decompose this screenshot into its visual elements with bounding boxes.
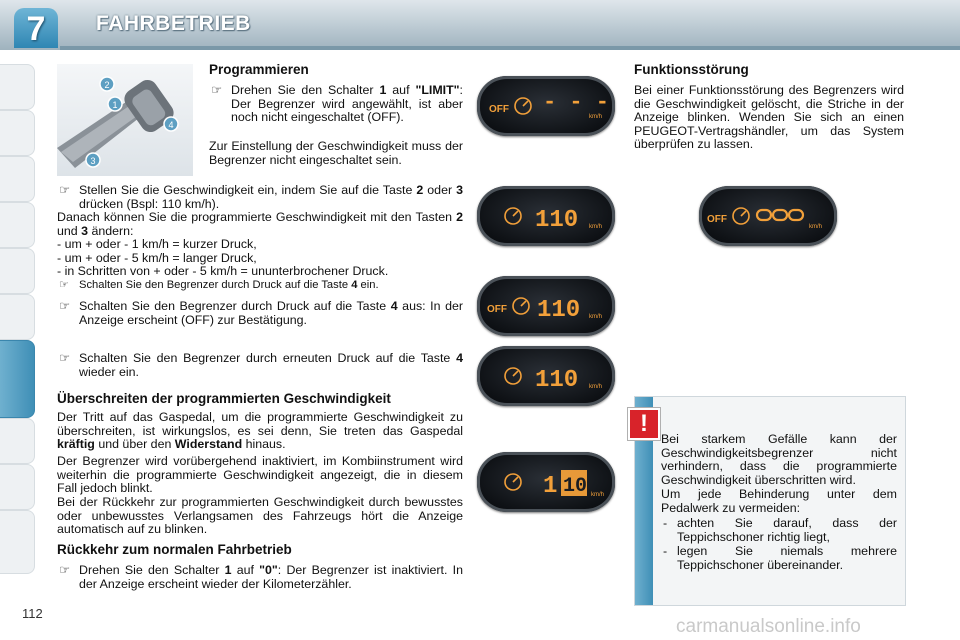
display-unit: km/h	[589, 314, 603, 320]
lever-key-1: 1	[112, 100, 118, 110]
display-blinking	[477, 452, 615, 512]
hand-pointer-icon: ☞	[59, 299, 71, 313]
para-rueckkehr-blinken: Bei der Rückkehr zur programmierten Geschwindigkeit durch bewusstes oder unbewusstes Verlangsamen des Fahrzeugs hört die Anzeige automatisch auf zu blinken.	[57, 495, 463, 537]
speed-limiter-icon	[505, 368, 521, 384]
rail-tab-4[interactable]	[0, 202, 35, 248]
heading-funktionsstoerung: Funktionsstörung	[634, 62, 749, 77]
display-off-label: OFF	[487, 304, 507, 315]
warning-para-1: Bei starkem Gefälle kann der Geschwindigkeitsbegrenzer nicht verhindern, dass die programmierte Geschwindigkeit überschritten wird.	[661, 432, 897, 487]
exclamation-icon: !	[628, 408, 660, 440]
chapter-title: FAHRBETRIEB	[96, 12, 251, 35]
display-off-label: OFF	[489, 104, 509, 115]
display-digit-blink: 10	[563, 475, 588, 498]
bullet-ausschalten: ☞ Schalten Sie den Begrenzer durch Druck auf die Taste 4 aus: In der Anzeige erscheint (OFF) zur Bestätigung.	[59, 299, 463, 327]
list-druck	[57, 238, 467, 279]
rail-tab-1[interactable]	[0, 64, 35, 110]
lever-key-4: 4	[168, 120, 174, 130]
display-speed: 110	[537, 297, 581, 324]
speed-limiter-icon	[505, 474, 521, 490]
stalk-switch-image	[57, 64, 193, 176]
para-blinkt: Der Begrenzer wird vorübergehend inaktiviert, im Kombiinstrument wird weiterhin die programmierte Geschwindigkeit angezeigt, die in diesem Fall jedoch blinkt.	[57, 454, 463, 496]
list-item: - in Schritten von + oder - 5 km/h = ununterbrochener Druck.	[57, 264, 389, 279]
display-speed-110-active	[477, 346, 615, 406]
list-item: - um + oder - 5 km/h = langer Druck,	[57, 250, 257, 265]
bullet-einschalten: ☞ Schalten Sie den Begrenzer durch Druck auf die Taste 4 ein.	[59, 279, 379, 291]
para-stoerung: Bei einer Funktionsstörung des Begrenzers wird die Geschwindigkeit gelöscht, die Striche in der Anzeige blinken. Wenden Sie sich an einen PEUGEOT-Vertragshändler, um das System überprüfen zu lassen.	[634, 83, 904, 152]
warning-box	[634, 396, 906, 606]
heading-ueberschreiten: Überschreiten der programmierten Geschwindigkeit	[57, 391, 391, 406]
rail-tab-10[interactable]	[0, 510, 35, 574]
display-digit-partial: 1	[543, 473, 558, 500]
hand-pointer-icon: ☞	[59, 351, 71, 365]
rail-tab-8[interactable]	[0, 418, 35, 464]
rail-tab-6[interactable]	[0, 294, 35, 340]
para-danach: Danach können Sie die programmierte Geschwindigkeit mit den Tasten 2 und 3 ändern:	[57, 210, 463, 238]
heading-programmieren: Programmieren	[209, 62, 309, 77]
rail-tab-3[interactable]	[0, 156, 35, 202]
bullet-wieder-ein: ☞ Schalten Sie den Begrenzer durch erneuten Druck auf die Taste 4 wieder ein.	[59, 351, 463, 379]
display-fault	[699, 186, 837, 246]
bullet-rueckkehr: ☞ Drehen Sie den Schalter 1 auf "0": Der Begrenzer ist inaktiviert. In der Anzeige erscheint wieder der Kilometerzähler.	[59, 563, 463, 591]
display-off-dashes	[477, 76, 615, 136]
lever-key-2: 2	[104, 80, 110, 90]
lever-key-3: 3	[90, 156, 96, 166]
para-gaspedal: Der Tritt auf das Gaspedal, um die programmierte Geschwindigkeit zu überschreiten, ist wirkungslos, es sei denn, Sie treten das Gaspedal kräftig und über den Widerstand hinaus.	[57, 410, 463, 452]
speed-limiter-icon	[513, 298, 529, 314]
rail-tab-9[interactable]	[0, 464, 35, 510]
hand-pointer-icon: ☞	[59, 279, 70, 291]
display-unit: km/h	[589, 384, 603, 390]
display-unit: km/h	[589, 114, 603, 120]
warning-para-2: Um jede Behinderung unter dem Pedalwerk zu vermeiden:	[661, 487, 897, 515]
display-off-label: OFF	[707, 214, 727, 225]
speed-limiter-icon	[733, 208, 749, 224]
page-number: 112	[22, 606, 43, 621]
chapter-number-tab: 7	[14, 8, 58, 48]
bullet-drehen-limit: ☞ Drehen Sie den Schalter 1 auf "LIMIT": Der Begrenzer wird angewählt, ist aber noch nicht eingeschaltet (OFF).	[211, 83, 463, 125]
warning-list	[661, 517, 897, 572]
list-item: - legen Sie niemals mehrere Teppichschoner übereinander.	[663, 544, 897, 572]
display-off-110	[477, 276, 615, 336]
speed-limiter-icon	[515, 98, 531, 114]
heading-rueckkehr: Rückkehr zum normalen Fahrbetrieb	[57, 542, 292, 557]
list-item: - um + oder - 1 km/h = kurzer Druck,	[57, 237, 257, 251]
display-unit: km/h	[591, 492, 605, 498]
display-speed: 110	[535, 367, 579, 394]
rail-tab-active[interactable]	[0, 340, 35, 418]
hand-pointer-icon: ☞	[59, 563, 71, 577]
para-einstellung: Zur Einstellung der Geschwindigkeit muss der Begrenzer nicht eingeschaltet sein.	[209, 139, 463, 167]
header-rule	[60, 46, 960, 50]
bullet-stellen: ☞ Stellen Sie die Geschwindigkeit ein, indem Sie auf die Taste 2 oder 3 drücken (Bspl: 110 km/h).	[59, 183, 463, 211]
speed-limiter-icon	[505, 208, 521, 224]
rail-tab-5[interactable]	[0, 248, 35, 294]
display-speed: 110	[535, 207, 579, 234]
display-unit: km/h	[809, 224, 823, 230]
display-speed-110	[477, 186, 615, 246]
display-unit: km/h	[589, 224, 603, 230]
rail-tab-2[interactable]	[0, 110, 35, 156]
watermark: carmanualsonline.info	[676, 616, 861, 637]
hand-pointer-icon: ☞	[211, 83, 223, 97]
display-dashes: - - -	[543, 90, 610, 115]
hand-pointer-icon: ☞	[59, 183, 71, 197]
lever-illustration	[57, 64, 193, 176]
list-item: - achten Sie darauf, dass der Teppichschoner richtig liegt,	[663, 516, 897, 544]
